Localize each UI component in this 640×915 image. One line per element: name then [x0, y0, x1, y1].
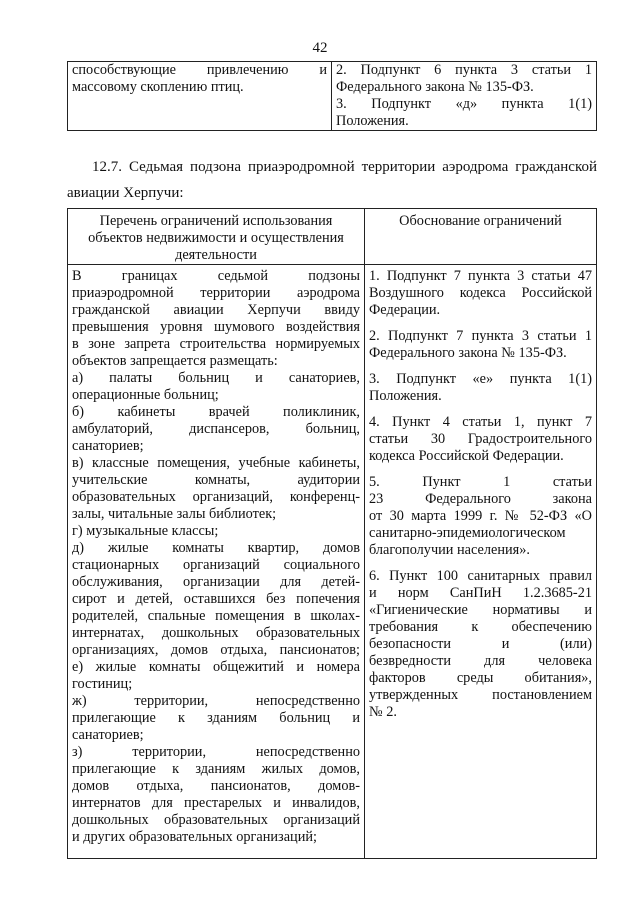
- justification-line: 6. Пункт 100 санитарных правил: [369, 568, 592, 584]
- justification-line: 23 Федерального закона: [369, 491, 592, 507]
- justification-line: № 2.: [369, 704, 397, 720]
- justification-line: благополучии населения».: [369, 542, 530, 558]
- header-restrictions: [68, 209, 365, 265]
- justification-line: статьи 30 Градостроительного: [369, 431, 592, 447]
- heading-line: 12.7. Седьмая подзона приаэродромной территории аэродрома гражданской: [92, 159, 597, 175]
- restriction-line: В границах седьмой подзоны: [72, 268, 360, 284]
- continued-right-cell: [332, 62, 597, 131]
- restriction-line: операционные больниц;: [72, 387, 219, 403]
- restriction-line: учительские комнаты, аудитории: [72, 472, 360, 488]
- justification-line: факторов среды обитания»,: [369, 670, 592, 686]
- justification-line: безвредности для человека: [369, 653, 592, 669]
- justification-line: 1. Подпункт 7 пункта 3 статьи 47: [369, 268, 592, 284]
- justification-line: 4. Пункт 4 статьи 1, пункт 7: [369, 414, 592, 430]
- continued-left-cell: [68, 62, 332, 131]
- restriction-line: санаториев;: [72, 438, 144, 454]
- justification-line: Положения.: [369, 388, 442, 404]
- restriction-line: г) музыкальные классы;: [72, 523, 219, 539]
- restriction-line: сирот и детей, оставшихся без попечения: [72, 591, 360, 607]
- restriction-line: гостиниц;: [72, 676, 133, 692]
- justification-line: от 30 марта 1999 г. № 52-ФЗ «О: [369, 508, 592, 524]
- restriction-line: залы, читальные залы библиотек;: [72, 506, 277, 522]
- justification-cell: [365, 265, 597, 859]
- restriction-line: ж) территории, непосредственно: [72, 693, 360, 709]
- heading-line: авиации Херпучи:: [67, 185, 184, 201]
- justification-line: Воздушного кодекса Российской: [369, 285, 592, 301]
- text-line: 3. Подпункт «д» пункта 1(1): [336, 96, 592, 112]
- table-header-row: [68, 209, 597, 265]
- restrictions-table: [67, 208, 597, 859]
- restriction-line: з) территории, непосредственно: [72, 744, 360, 760]
- restriction-line: объектов запрещается размещать:: [72, 353, 278, 369]
- page-number: 42: [312, 40, 328, 56]
- section-heading: [67, 154, 597, 206]
- restriction-line: а) палаты больниц и санаториев,: [72, 370, 360, 386]
- justification-item: [369, 474, 592, 559]
- restriction-line: обслуживания, организации для детей-: [72, 574, 360, 590]
- table-row: [68, 265, 597, 859]
- restriction-line: в) классные помещения, учебные кабинеты,: [72, 455, 360, 471]
- restrictions-cell: [68, 265, 365, 859]
- restriction-line: интернатов для престарелых и инвалидов,: [72, 795, 360, 811]
- text-line: способствующие привлечению и: [72, 62, 327, 78]
- header-line: деятельности: [175, 247, 257, 263]
- justification-line: безопасности и (или): [369, 636, 592, 652]
- justification-item: [369, 568, 592, 721]
- restriction-line: интернатах, дошкольных образовательных: [72, 625, 360, 641]
- justification-line: 3. Подпункт «е» пункта 1(1): [369, 371, 592, 387]
- justification-line: Федерации.: [369, 302, 441, 318]
- justification-line: Федерального закона № 135-ФЗ.: [369, 345, 567, 361]
- restriction-line: б) кабинеты врачей поликлиник,: [72, 404, 360, 420]
- justification-line: 2. Подпункт 7 пункта 3 статьи 1: [369, 328, 592, 344]
- restriction-line: превышения уровня шумового воздействия: [72, 319, 360, 335]
- restriction-line: санаториев;: [72, 727, 144, 743]
- restriction-line: д) жилые комнаты квартир, домов: [72, 540, 360, 556]
- justification-item: [369, 328, 592, 362]
- restriction-line: организациях, домов отдыха, пансионатов;: [72, 642, 360, 658]
- justification-line: санитарно-эпидемиологическом: [369, 525, 566, 541]
- text-line: массовому скоплению птиц.: [72, 79, 244, 95]
- justification-line: и норм СанПиН 1.2.3685-21: [369, 585, 592, 601]
- restriction-line: амбулаторий, диспансеров, больниц,: [72, 421, 360, 437]
- restriction-line: прилегающие к зданиям больниц и: [72, 710, 360, 726]
- continued-table: [67, 61, 597, 131]
- restriction-line: стационарных организаций социального: [72, 557, 360, 573]
- restriction-line: гражданской авиации Херпучи ввиду: [72, 302, 360, 318]
- header-line: Перечень ограничений использования: [99, 213, 333, 229]
- restriction-line: в зоне запрета строительства нормируемых: [72, 336, 360, 352]
- justification-item: [369, 268, 592, 319]
- justification-line: утвержденных постановлением: [369, 687, 592, 703]
- restriction-line: и других образовательных организаций;: [72, 829, 317, 845]
- text-line: Федерального закона № 135-ФЗ.: [336, 79, 534, 95]
- justification-line: кодекса Российской Федерации.: [369, 448, 564, 464]
- text-line: 2. Подпункт 6 пункта 3 статьи 1: [336, 62, 592, 78]
- justification-item: [369, 371, 592, 405]
- restriction-line: прилегающие к зданиям жилых домов,: [72, 761, 360, 777]
- restriction-line: приаэродромной территории аэродрома: [72, 285, 360, 301]
- restriction-line: родителей, спальные помещения в школах-: [72, 608, 360, 624]
- restriction-line: образовательных организаций, конференц-: [72, 489, 360, 505]
- justification-line: требования к обеспечению: [369, 619, 592, 635]
- header-line: объектов недвижимости и осуществления: [88, 230, 344, 246]
- restriction-line: домов отдыха, пансионатов, домов-: [72, 778, 360, 794]
- justification-item: [369, 414, 592, 465]
- justification-line: 5. Пункт 1 статьи: [369, 474, 592, 490]
- text-line: Положения.: [336, 113, 409, 129]
- header-justification: Обоснование ограничений: [365, 209, 597, 265]
- justification-line: «Гигиенические нормативы и: [369, 602, 592, 618]
- restriction-line: е) жилые комнаты общежитий и номера: [72, 659, 360, 675]
- restriction-line: дошкольных образовательных организаций: [72, 812, 360, 828]
